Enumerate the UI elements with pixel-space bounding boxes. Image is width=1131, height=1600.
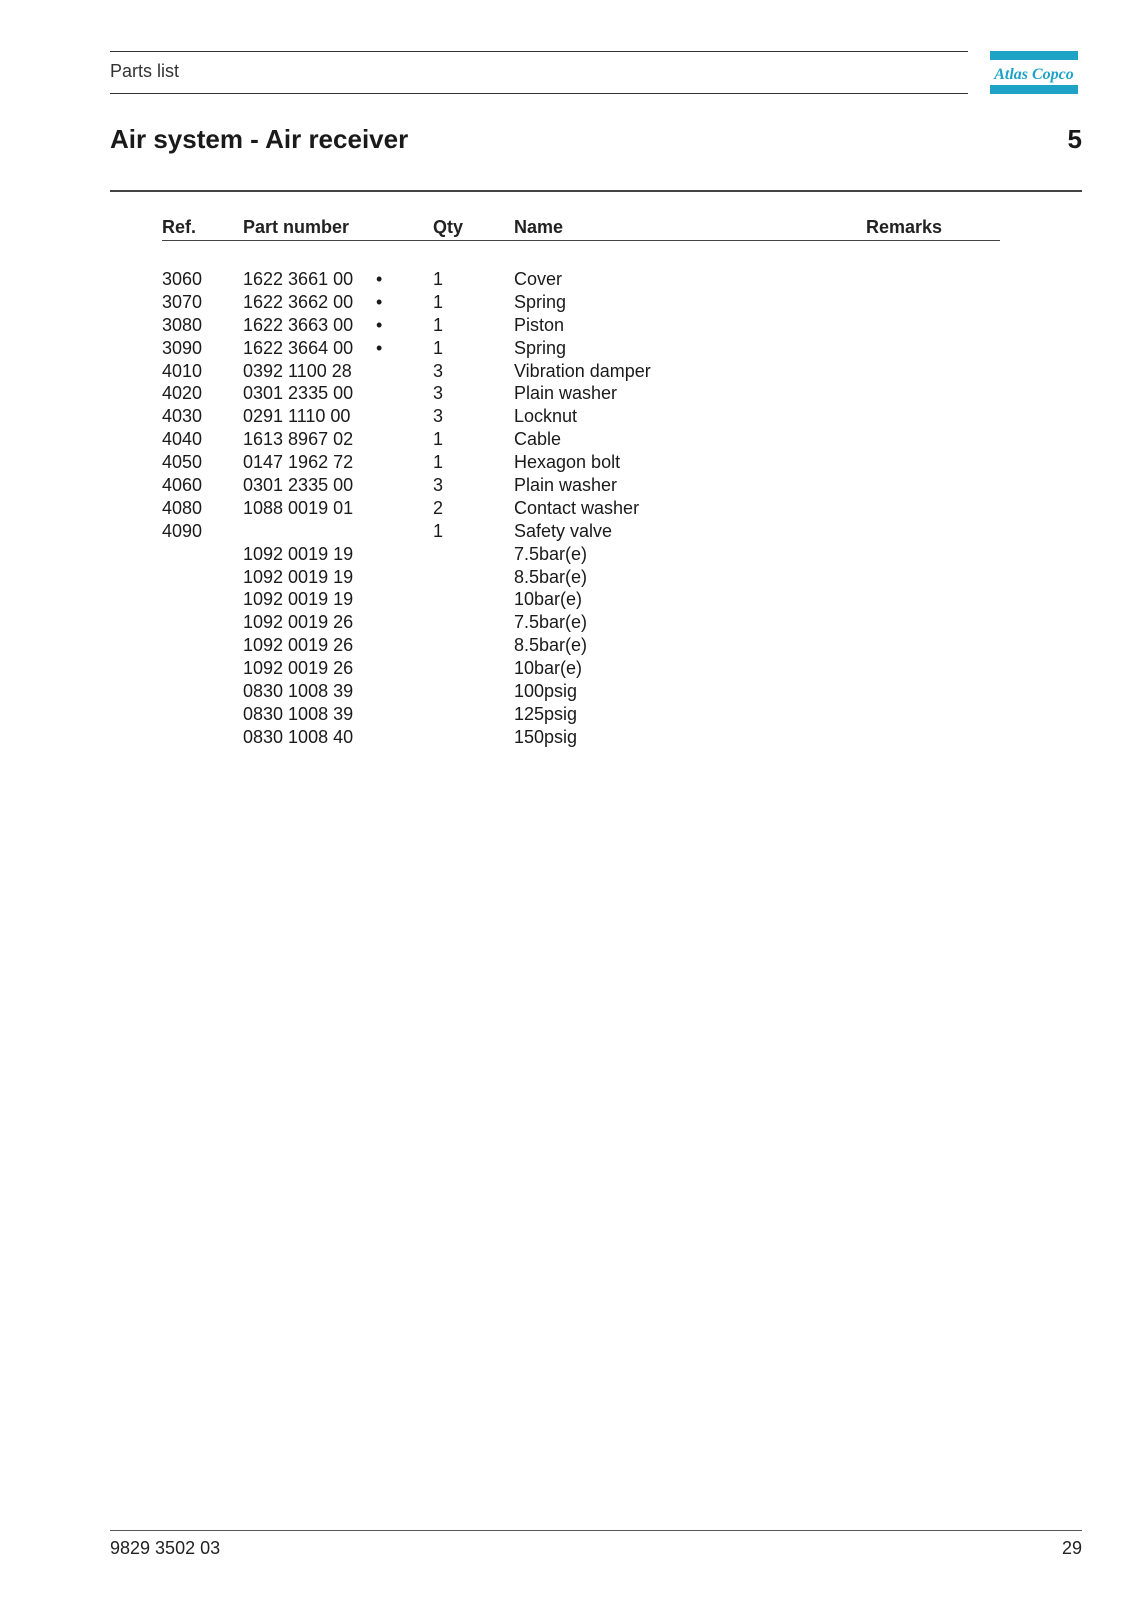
cell-ref: 4090	[162, 520, 203, 541]
table-row	[0, 566, 1131, 589]
cell-ref: 4080	[162, 497, 203, 518]
table-row	[0, 474, 1131, 497]
cell-part-number: 1622 3663 00	[243, 314, 354, 335]
cell-name: Spring	[514, 337, 567, 358]
page-title: Air system - Air receiver	[110, 124, 409, 154]
column-header-remarks: Remarks	[866, 217, 943, 237]
cell-part-number: 1092 0019 26	[243, 612, 354, 633]
table-row	[0, 726, 1131, 749]
cell-qty: 1	[433, 520, 444, 541]
cell-name: 150psig	[514, 726, 578, 747]
cell-part-number: 1622 3661 00	[243, 269, 354, 289]
cell-name: Spring	[514, 291, 567, 312]
cell-name: 7.5bar(e)	[514, 612, 588, 633]
cell-part-number: 1092 0019 19	[243, 566, 354, 587]
page-number: 29	[1061, 1538, 1082, 1558]
cell-name: Locknut	[514, 406, 578, 427]
bullet-icon: •	[376, 337, 383, 358]
column-header-ref: Ref.	[162, 217, 197, 237]
table-row	[0, 291, 1131, 314]
cell-part-number: 0830 1008 39	[243, 681, 354, 702]
footer-rule	[110, 1530, 1082, 1531]
cell-name: Vibration damper	[514, 360, 651, 381]
cell-name: Piston	[514, 314, 565, 335]
cell-part-number: 0830 1008 40	[243, 726, 354, 747]
cell-name: 8.5bar(e)	[514, 566, 588, 587]
cell-qty: 1	[433, 291, 444, 312]
cell-name: Cover	[514, 269, 563, 289]
cell-ref: 4040	[162, 429, 203, 450]
cell-part-number: 1092 0019 26	[243, 658, 354, 679]
atlas-copco-logo	[990, 51, 1078, 94]
section-label: Parts list	[110, 61, 180, 81]
table-row	[0, 337, 1131, 360]
cell-name: Hexagon bolt	[514, 452, 621, 473]
table-row	[0, 360, 1131, 383]
table-row	[0, 680, 1131, 703]
bullet-icon: •	[376, 269, 383, 289]
cell-name: 125psig	[514, 703, 578, 724]
cell-ref: 3090	[162, 337, 203, 358]
cell-name: Contact washer	[514, 497, 640, 518]
document-number: 9829 3502 03	[110, 1538, 221, 1558]
header-bottom-rule	[110, 93, 968, 94]
column-header-name: Name	[514, 217, 564, 237]
cell-qty: 1	[433, 452, 444, 473]
table-row	[0, 405, 1131, 428]
cell-part-number: 1622 3662 00	[243, 291, 354, 312]
cell-qty: 3	[433, 360, 444, 381]
cell-part-number: 0301 2335 00	[243, 383, 354, 404]
cell-ref: 4030	[162, 406, 203, 427]
column-header-part-number: Part number	[243, 217, 350, 237]
table-row	[0, 451, 1131, 474]
cell-part-number: 1092 0019 19	[243, 589, 354, 610]
parts-table-body	[0, 268, 1131, 749]
cell-ref: 3070	[162, 291, 203, 312]
cell-ref: 4010	[162, 360, 203, 381]
cell-part-number: 1622 3664 00	[243, 337, 354, 358]
cell-qty: 1	[433, 269, 444, 289]
cell-name: 100psig	[514, 681, 578, 702]
cell-ref: 3080	[162, 314, 203, 335]
cell-part-number: 1613 8967 02	[243, 429, 354, 450]
table-row	[0, 428, 1131, 451]
cell-name: Plain washer	[514, 383, 618, 404]
table-row	[0, 543, 1131, 566]
table-header-rule	[162, 240, 1000, 241]
cell-qty: 1	[433, 429, 444, 450]
cell-ref: 4020	[162, 383, 203, 404]
cell-name: 7.5bar(e)	[514, 543, 588, 564]
cell-name: Safety valve	[514, 520, 613, 541]
cell-part-number: 0830 1008 39	[243, 703, 354, 724]
cell-name: 10bar(e)	[514, 658, 583, 679]
cell-qty: 1	[433, 337, 444, 358]
cell-ref: 4050	[162, 452, 203, 473]
section-number: 5	[1067, 124, 1082, 154]
cell-name: Plain washer	[514, 475, 618, 496]
cell-qty: 3	[433, 475, 444, 496]
column-header-qty: Qty	[433, 217, 464, 237]
cell-qty: 1	[433, 314, 444, 335]
cell-ref: 3060	[162, 269, 203, 289]
table-row	[0, 497, 1131, 520]
bullet-icon: •	[376, 314, 383, 335]
cell-part-number: 0301 2335 00	[243, 475, 354, 496]
table-row	[0, 657, 1131, 680]
cell-part-number: 1092 0019 26	[243, 635, 354, 656]
table-row	[0, 634, 1131, 657]
header-top-rule	[110, 51, 968, 52]
cell-qty: 3	[433, 406, 444, 427]
bullet-icon: •	[376, 291, 383, 312]
cell-qty: 2	[433, 497, 444, 518]
cell-part-number: 0147 1962 72	[243, 452, 354, 473]
table-row	[0, 520, 1131, 543]
title-rule	[110, 190, 1082, 192]
table-row	[0, 314, 1131, 337]
cell-part-number: 0291 1110 00	[243, 406, 351, 427]
table-row	[0, 588, 1131, 611]
cell-qty: 3	[433, 383, 444, 404]
table-row	[0, 268, 1131, 291]
cell-name: 10bar(e)	[514, 589, 583, 610]
cell-ref: 4060	[162, 475, 203, 496]
table-row	[0, 611, 1131, 634]
table-row	[0, 703, 1131, 726]
cell-part-number: 1092 0019 19	[243, 543, 354, 564]
cell-name: 8.5bar(e)	[514, 635, 588, 656]
logo-text: Atlas Copco	[994, 65, 1074, 83]
cell-part-number: 0392 1100 28	[243, 360, 352, 381]
table-row	[0, 382, 1131, 405]
cell-part-number: 1088 0019 01	[243, 497, 354, 518]
cell-name: Cable	[514, 429, 562, 450]
